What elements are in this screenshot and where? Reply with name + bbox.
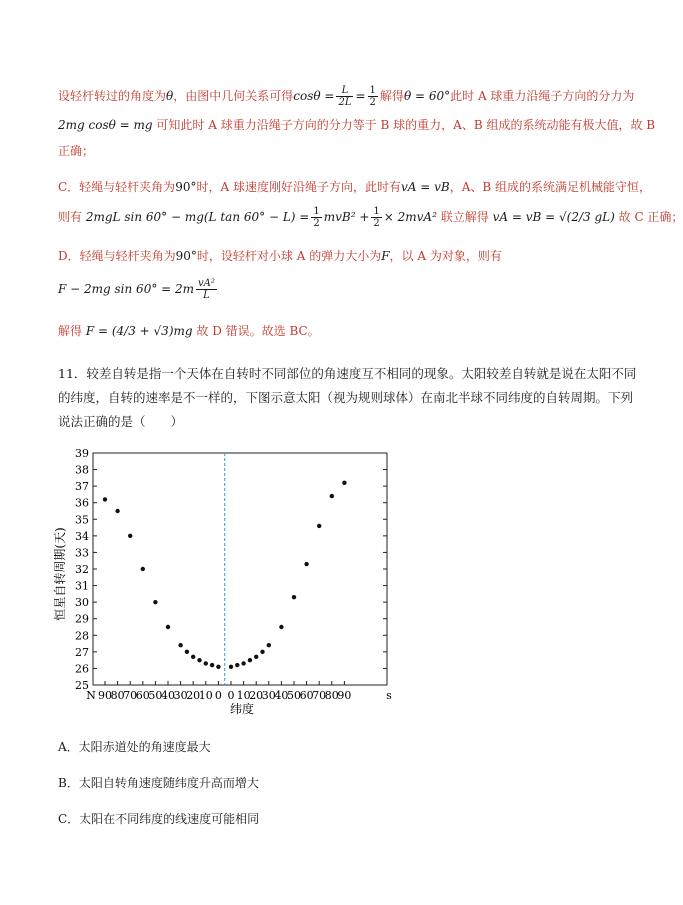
data-point-north [115, 509, 119, 513]
data-point-south [330, 494, 334, 498]
data-point-south [260, 650, 264, 654]
text-segment: 故 C 正确； [618, 210, 683, 224]
data-point-north [166, 625, 170, 629]
fraction-half [311, 206, 321, 229]
data-point-south [241, 661, 245, 665]
y-tick-label: 25 [75, 679, 89, 692]
data-point-north [216, 665, 220, 669]
data-point-south [267, 643, 271, 647]
solution-line-1 [58, 85, 634, 108]
text-segment: 此时 A 球重力沿绳子方向的分力为 [450, 89, 635, 103]
text-segment: D．轻绳与轻杆夹角为 [58, 249, 176, 263]
x-tick-label: 90 [337, 689, 352, 702]
math-angle: 90° [175, 249, 197, 263]
x-tick-label: 80 [110, 689, 125, 702]
x-tick-label: 70 [123, 689, 138, 702]
y-tick-label: 31 [75, 579, 89, 593]
data-point-north [128, 534, 132, 538]
frac-num: 1 [369, 85, 376, 96]
solution-line-7 [58, 278, 219, 301]
data-point-north [103, 497, 107, 501]
frac-den: 2L [338, 97, 352, 108]
math-term: mvB² + [323, 210, 370, 224]
data-point-south [292, 595, 296, 599]
math-term: × 2mvA² [383, 210, 437, 224]
solution-line-2 [58, 116, 655, 134]
y-tick-label: 37 [75, 480, 89, 494]
fraction-half [371, 206, 381, 229]
math-expression: 2mg cosθ = mg [58, 118, 153, 132]
x-axis-ticks [86, 681, 392, 702]
x-tick-label: 10 [236, 689, 251, 702]
question-line-1: 11．较差自转是指一个天体在自转时不同部位的角速度互不相同的现象。太阳较差自转就是说在太阳不同 [58, 366, 637, 381]
y-tick-label: 30 [75, 596, 89, 610]
y-tick-label: 27 [75, 645, 89, 659]
data-point-north [178, 643, 182, 647]
data-point-north [197, 658, 201, 662]
x-tick-label: N [86, 689, 96, 702]
text-segment: 设轻杆转过的角度为 [58, 89, 167, 103]
solution-line-5 [58, 206, 683, 229]
data-point-north [141, 567, 145, 571]
y-tick-label: 38 [75, 463, 89, 477]
question-line-3: 说法正确的是（ ） [58, 414, 184, 429]
frac-num: L [336, 85, 353, 97]
data-point-south [279, 625, 283, 629]
x-tick-label: 80 [324, 689, 339, 702]
x-tick-label: 40 [161, 689, 175, 702]
data-point-north [191, 655, 195, 659]
text-segment: 故 D 错误。故选 BC。 [196, 324, 320, 338]
math-velocity: vA = vB [400, 180, 450, 194]
x-tick-label: 20 [186, 689, 201, 702]
fraction-v2-l [196, 278, 217, 301]
option-a[interactable]: A．太阳赤道处的角速度最大 [58, 740, 211, 754]
solution-line-3 [58, 142, 94, 160]
fraction-l-2l [336, 85, 353, 108]
math-force: F [381, 249, 390, 263]
question-line-2: 的纬度，自转的速率是不一样的，下图示意太阳（视为规则球体）在南北半球不同纬度的自转周期。下列 [58, 390, 634, 405]
y-tick-label: 39 [75, 447, 89, 460]
data-point-south [229, 665, 233, 669]
math-angle: 90° [175, 180, 197, 194]
y-tick-label: 28 [75, 629, 89, 643]
y-tick-label: 35 [75, 513, 89, 527]
data-point-north [210, 663, 214, 667]
frac-den: L [203, 290, 210, 301]
x-tick-label: 60 [135, 689, 150, 702]
text-segment: 正确； [58, 144, 95, 158]
data-point-north [204, 661, 208, 665]
y-tick-label: 33 [75, 546, 89, 560]
x-tick-label: 60 [299, 689, 314, 702]
text-segment: 时，设轻杆对小球 A 的弹力大小为 [196, 249, 382, 263]
data-point-south [254, 655, 258, 659]
text-segment: C．轻绳与轻杆夹角为 [58, 180, 176, 194]
y-tick-label: 29 [75, 612, 89, 626]
frac-den: 2 [313, 218, 320, 229]
frac-num: 1 [373, 206, 380, 217]
frac-num: vA² [198, 278, 215, 289]
x-tick-label: 0 [214, 689, 222, 702]
frac-den: 2 [369, 97, 376, 108]
option-c[interactable]: C．太阳在不同纬度的线速度可能相同 [58, 812, 260, 826]
data-point-south [342, 481, 346, 485]
math-eq: = [355, 89, 366, 103]
y-tick-label: 36 [75, 496, 89, 510]
x-tick-label: 30 [173, 689, 188, 702]
frac-num: 1 [313, 206, 320, 217]
solution-line-8 [58, 322, 320, 340]
rotation-period-chart [55, 445, 410, 720]
math-sqrt: √(2/3 gL) [559, 210, 615, 224]
data-point-south [235, 663, 239, 667]
data-point-south [248, 658, 252, 662]
option-b[interactable]: B．太阳自转角速度随纬度升高而增大 [58, 776, 259, 790]
text-segment: 解得 [379, 89, 404, 103]
math-result: θ = 60° [403, 89, 451, 103]
text-segment: 联立解得 [440, 210, 489, 224]
math-energy-left: 2mgL sin 60° − mg(L tan 60° − L) = [85, 210, 310, 224]
math-result: F = (4/3 + √3)mg [85, 324, 193, 338]
data-point-north [153, 600, 157, 604]
text-segment: 则有 [58, 210, 83, 224]
x-axis-label: 纬度 [229, 702, 255, 716]
fraction-1-2 [368, 85, 378, 108]
y-tick-label: 34 [75, 529, 89, 543]
y-axis-label: 恒星自转周期(天) [53, 527, 67, 621]
x-tick-label: 30 [261, 689, 276, 702]
x-tick-label: 20 [249, 689, 264, 702]
x-tick-label: 10 [198, 689, 213, 702]
x-tick-label: s [386, 689, 392, 702]
x-tick-label: 90 [98, 689, 112, 702]
frac-den: 2 [373, 218, 380, 229]
y-tick-label: 26 [75, 662, 89, 676]
data-point-south [317, 524, 321, 528]
x-tick-label: 70 [312, 689, 327, 702]
chart-frame [93, 453, 387, 685]
text-segment: 时，A 球速度刚好沿绳子方向，此时有 [196, 180, 401, 194]
text-segment: 可知此时 A 球重力沿绳子方向的分力等于 B 球的重力，A、B 组成的系统动能有极大值，故 B [156, 118, 656, 132]
x-tick-label: 40 [274, 689, 289, 702]
solution-line-6 [58, 247, 502, 265]
y-tick-label: 32 [75, 563, 89, 576]
text-segment: ，由图中几何关系可得 [173, 89, 294, 103]
plot-border [93, 453, 387, 685]
text-segment: ，以 A 为对象，则有 [389, 249, 502, 263]
x-tick-label: 50 [287, 689, 301, 702]
math-velocity: vA = vB = [492, 210, 556, 224]
data-point-south [304, 562, 308, 566]
math-force-equation: F − 2mg sin 60° = 2m [58, 282, 195, 296]
text-segment: ，A、B 组成的系统满足机械能守恒， [449, 180, 651, 194]
math-theta: θ [166, 89, 174, 103]
data-point-north [185, 650, 189, 654]
text-segment: 解得 [58, 324, 83, 338]
x-tick-label: 0 [227, 689, 235, 702]
x-tick-label: 50 [148, 689, 163, 702]
y-axis-ticks [75, 447, 387, 692]
solution-line-4 [58, 178, 651, 196]
math-cos: cosθ = [293, 89, 335, 103]
